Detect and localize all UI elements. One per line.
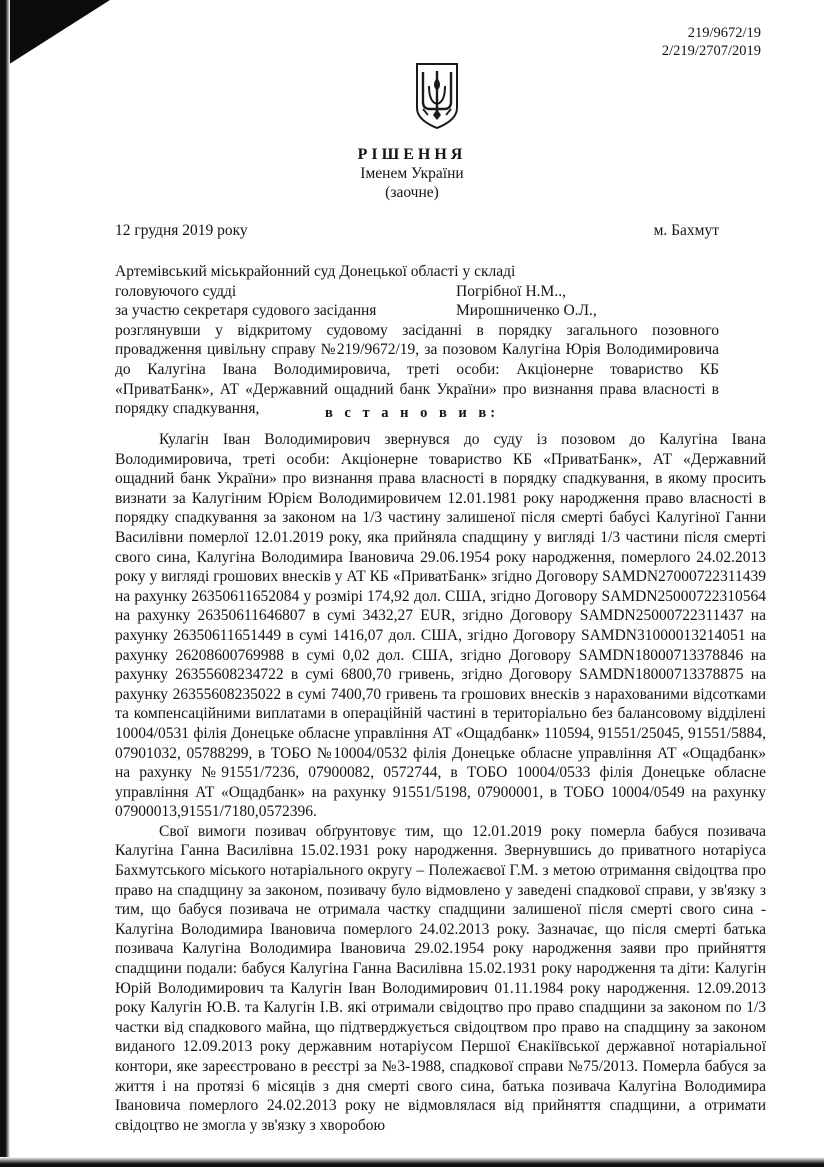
document-subtitle: Іменем України [360,165,464,182]
title-block [0,145,824,202]
trident-emblem-icon [412,62,462,130]
body-paragraph-1: Кулагін Іван Володимирович звернувся до суду із позовом до Калугіна Івана Володимировича, треті особи: Акціонерне товариство КБ «ПриватБанк», АТ «Державний ощадний банк України» про визнання права власності в порядку спадкування, в якому просить визнати за Калугіним Юрієм Володимировичем 12.01.1981 року народження право власності в порядку спадкування за законом на 1/3 частину залишеної після смерті бабусі Калугіної Ганни Василівни померлої 12.01.2019 року, яка прийняла спадщину у вигляді 1/3 частини після смерті свого сина, Калугіна Володимира Івановича 29.06.1954 року народження, померлого 24.02.2013 року у вигляді грошових внесків у АТ КБ «ПриватБанк» згідно Договору SAMDN27000722311439 на рахунку 26350611652084 у розмірі 174,92 дол. США, згідно Договору SAMDN25000722310564 на рахунку 26350611646807 в сумі 3432,27 EUR, згідно Договору SAMDN25000722311437 на рахунку 26350611651449 в сумі 1416,07 дол. США, згідно Договору SAMDN31000013214051 на рахунку 26208600769988 в сумі 0,02 дол. США, згідно Договору SAMDN18000713378846 на рахунку 26355608234722 в сумі 6800,70 гривень, згідно Договору SAMDN18000713378875 на рахунку 26355608235022 в сумі 7400,70 гривень та грошових внесків з нарахованими відсотками та компенсаційними виплатами в операційній частині в територіально без балансовому відділені 10004/0531 філія Донецьке обласне управління АТ «Ощадбанк» 110594, 91551/25045, 91551/5884, 07901032, 05788299, в ТОБО №10004/0532 філія Донецьке обласне управління АТ «Ощадбанк» на рахунку №91551/7236, 07900082, 0572744, в ТОБО 10004/0533 філія Донецьке обласне управління АТ «Ощадбанк» на рахунку 91551/5198, 07900001, в ТОБО 10004/0549 на рахунку 07900013,91551/7180,0572396. [115,431,766,821]
established-heading: в с т а н о в и в: [324,405,500,421]
secretary-name: Мирошниченко О.Л., [456,302,597,320]
document-city: м. Бахмут [653,222,719,239]
presiding-label: головуючого судді [115,282,237,300]
decision-body [115,430,766,1135]
secretary-row [115,301,719,321]
court-name-line: Артемівський міськрайонний суд Донецької області у складі [115,263,516,280]
case-number-2: 2/219/2707/2019 [661,43,761,59]
court-composition [115,262,719,419]
document-title: РІШЕННЯ [357,146,467,163]
body-paragraph-2: Свої вимоги позивач обґрунтовує тим, що 12.01.2019 року померла бабуся позивача Калугіна Ганна Василівна 15.02.1931 року народження. Звернувшись до приватного нотаріуса Бахмутського міського нотаріального округу – Полежаєвої Г.М. з метою отримання свідоцтва про право на спадщину за законом, позивачу було відмовлено у заведені спадкової справи, у зв'язку з тим, що бабуся позивача не отримала частку спадщини залишеної після смерті свого сина - Калугіна Володимира Івановича померлого 24.02.2013 року. Зазначає, що після смерті батька позивача Калугіна Володимира Івановича 29.02.1954 року народження заяви про прийняття спадщини подали: бабуся Калугіна Ганна Василівна 15.02.1931 року народження та діти: Калугін Юрій Володимирович та Калугін Іван Володимирович 01.11.1984 року народження. 12.09.2013 року Калугін Ю.В. та Калугін І.В. які отримали свідоцтво про право спадщини за законом по 1/3 частки від спадкового майна, що підтверджується свідоцтвом про право на спадщину за законом виданого 12.09.2013 року державним нотаріусом Першої Єнакіївської державної нотаріальної контори, яке зареєстровано в реєстрі за №3-1988, спадкової справи №75/2013. Померла бабуся за життя і на протязі 6 місяців з дня смерті свого сина, батька позивача Калугіна Володимира Івановича померлого 24.02.2013 року не відмовлялася від прийняття спадщини, а отримати свідоцтво не змогла у зв'язку з хворобою [115,822,766,1134]
secretary-label: за участю секретаря судового засідання [115,302,377,320]
dateline [115,222,719,240]
presiding-judge-row [115,282,719,302]
scan-edge-top [0,0,110,70]
case-number-1: 219/9672/19 [687,25,761,41]
document-mode: (заочне) [385,184,439,201]
case-numbers [662,24,761,60]
presiding-name: Погрібної Н.М.., [456,282,566,300]
scan-edge-bottom [0,1157,824,1167]
case-intro: розглянувши у відкритому судовому засіданні в порядку загального позовного провадження цивільну справу №219/9672/19, за позовом Калугіна Юрія Володимировича до Калугіна Івана Володимировича, треті особи: Акціонерне товариство КБ «ПриватБанк», АТ «Державний ощадний банк України» про визнання права власності в порядку спадкування, [115,321,719,418]
document-date: 12 грудня 2019 року [115,222,248,239]
